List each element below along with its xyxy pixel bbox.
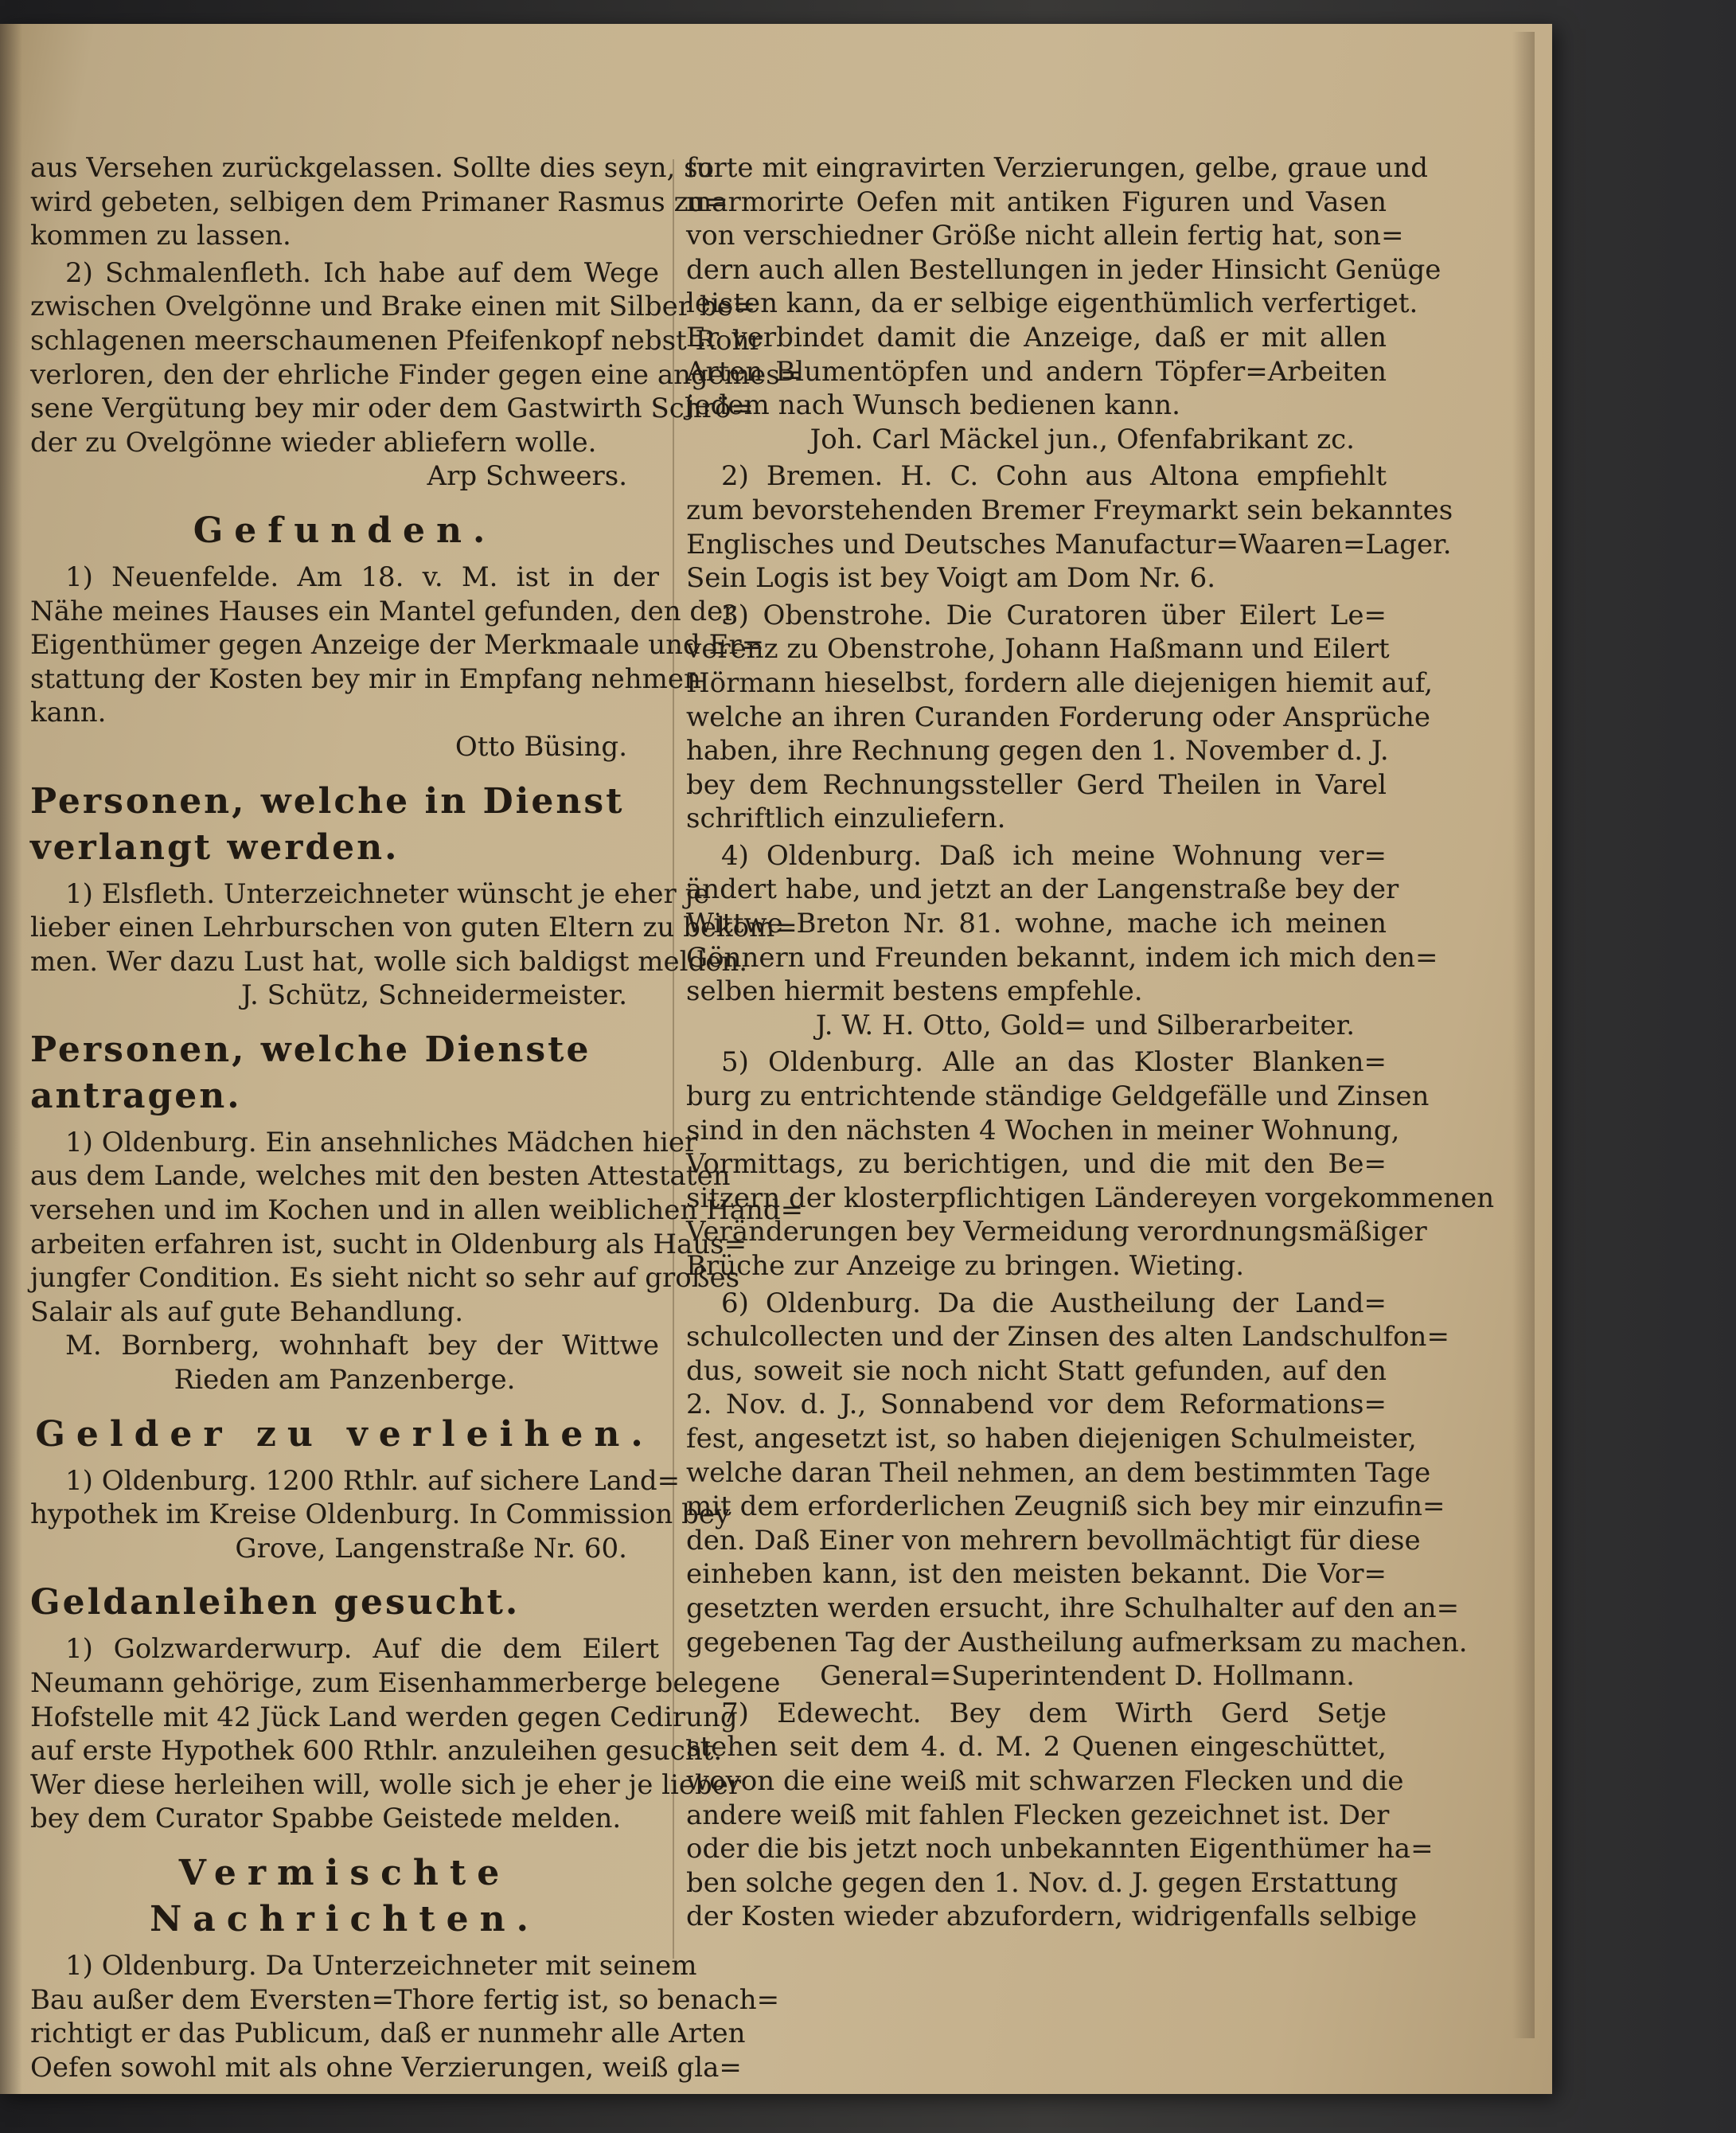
text-line: 1) Oldenburg. Ein ansehnliches Mädchen hier <box>65 1126 698 1158</box>
text-line: schlagenen meerschaumenen Pfeifenkopf nebst Rohr <box>30 324 763 357</box>
text-line: der zu Ovelgönne wieder abliefern wolle. <box>30 426 597 459</box>
notice-entry <box>686 1697 1434 1934</box>
notice-entry <box>686 459 1453 595</box>
section-heading: Gelder zu verleihen. <box>35 1413 654 1455</box>
section-heading: Personen, welche in Dienst verlangt werden. <box>30 780 625 868</box>
notice-entry <box>30 1464 731 1566</box>
text-line: fest, angesetzt ist, so haben diejenigen Schulmeister, <box>686 1422 1417 1455</box>
signature: Rieden am Panzenberge. <box>174 1364 516 1397</box>
notice-entry <box>686 839 1438 1043</box>
text-line: 1) Golzwarderwurp. Auf die dem Eilert <box>65 1633 659 1666</box>
text-line: lieber einen Lehrburschen von guten Eltern zu bekom= <box>30 912 798 944</box>
text-line: andere weiß mit fahlen Flecken gezeichnet ist. Der <box>686 1799 1390 1831</box>
text-line: 4) Oldenburg. Daß ich meine Wohnung ver= <box>721 839 1387 872</box>
text-line: hypothek im Kreise Oldenburg. In Commission bey <box>30 1498 731 1531</box>
text-line: Wittwe Breton Nr. 81. wohne, mache ich meinen <box>686 908 1387 940</box>
text-line: 2) Bremen. H. C. Cohn aus Altona empfiehlt <box>721 460 1387 493</box>
text-line: jungfer Condition. Es sieht nicht so sehr auf großes <box>30 1262 740 1295</box>
text-line: Hörmann hieselbst, fordern alle diejenigen hiemit auf, <box>686 666 1434 699</box>
signature: M. Bornberg, wohnhaft bey der Wittwe <box>65 1330 659 1362</box>
text-line: 1) Oldenburg. 1200 Rthlr. auf sichere Land= <box>65 1464 681 1497</box>
signature: J. W. H. Otto, Gold= und Silberarbeiter. <box>815 1009 1355 1041</box>
right-column <box>686 151 1495 1937</box>
page-spine-shadow <box>0 24 22 2094</box>
text-line: welche daran Theil nehmen, an dem bestimmten Tage <box>686 1456 1431 1489</box>
text-line: furte mit eingravirten Verzierungen, gelbe, graue und <box>686 152 1429 184</box>
text-line: sind in den nächsten 4 Wochen in meiner Wohnung, <box>686 1114 1400 1147</box>
text-line: marmorirte Oefen mit antiken Figuren und Vasen <box>686 186 1387 218</box>
text-line: jedem nach Wunsch bedienen kann. <box>686 389 1180 422</box>
text-line: 3) Obenstrohe. Die Curatoren über Eilert Le= <box>721 599 1387 631</box>
text-line: Vormittags, zu berichtigen, und die mit den Be= <box>686 1148 1387 1181</box>
text-line: 2. Nov. d. J., Sonnabend vor dem Reformations= <box>686 1389 1387 1421</box>
text-line: mit dem erforderlichen Zeugniß sich bey mir einzufin= <box>686 1490 1445 1523</box>
text-line: 5) Oldenburg. Alle an das Kloster Blanken= <box>721 1046 1387 1079</box>
text-line: aus dem Lande, welches mit den besten Attestaten <box>30 1160 731 1193</box>
text-line: richtigt er das Publicum, daß er nunmehr alle Arten <box>30 2018 746 2050</box>
signature: General=Superintendent D. Hollmann. <box>820 1660 1355 1693</box>
text-line: Neumann gehörige, zum Eisenhammerberge belegene <box>30 1667 781 1699</box>
text-line: leisten kann, da er selbige eigenthümlich verfertiget. <box>686 287 1418 320</box>
notice-entry <box>686 1045 1495 1283</box>
notice-entry <box>686 599 1434 836</box>
text-line: haben, ihre Rechnung gegen den 1. November d. J. <box>686 735 1389 768</box>
text-line: Englisches und Deutsches Manufactur=Waaren=Lager. <box>686 528 1452 561</box>
notice-entry <box>30 561 765 764</box>
text-line: welche an ihren Curanden Forderung oder Ansprüche <box>686 701 1430 733</box>
text-line: Er verbindet damit die Anzeige, daß er mit allen <box>686 321 1387 354</box>
text-line: dern auch allen Bestellungen in jeder Hinsicht Genüge <box>686 253 1441 286</box>
text-line: 1) Elsfleth. Unterzeichneter wünscht je eher je <box>65 877 710 910</box>
text-line: Bau außer dem Eversten=Thore fertig ist, so benach= <box>30 1983 780 2016</box>
text-line: 7) Edewecht. Bey dem Wirth Gerd Setje <box>721 1697 1387 1729</box>
text-line: stehen seit dem 4. d. M. 2 Quenen eingeschüttet, <box>686 1731 1387 1764</box>
text-line: schulcollecten und der Zinsen des alten Landschulfon= <box>686 1321 1449 1354</box>
text-line: aus Versehen zurückgelassen. Sollte dies seyn, so <box>30 152 715 184</box>
text-line: Veränderungen bey Vermeidung verordnungsmäßiger <box>686 1216 1427 1248</box>
text-line: verenz zu Obenstrohe, Johann Haßmann und Eilert <box>686 633 1390 666</box>
text-line: Gönnern und Freunden bekannt, indem ich mich den= <box>686 941 1438 974</box>
section-heading: Geldanleihen gesucht. <box>30 1582 521 1623</box>
text-line: dus, soweit sie noch nicht Statt gefunden, auf den <box>686 1354 1387 1387</box>
notice-entry <box>30 877 798 1013</box>
notice-entry <box>30 151 728 253</box>
notice-entry <box>30 1632 781 1836</box>
text-line: 2) Schmalenfleth. Ich habe auf dem Wege <box>65 256 659 289</box>
text-line: Brüche zur Anzeige zu bringen. Wieting. <box>686 1250 1245 1282</box>
text-line: 1) Oldenburg. Da Unterzeichneter mit seinem <box>65 1949 697 1982</box>
text-line: bey dem Rechnungssteller Gerd Theilen in Varel <box>686 768 1387 801</box>
text-line: 1) Neuenfelde. Am 18. v. M. ist in der <box>65 561 659 593</box>
text-line: zum bevorstehenden Bremer Freymarkt sein bekanntes <box>686 494 1453 526</box>
notice-entry <box>686 1287 1468 1694</box>
text-line: ändert habe, und jetzt an der Langenstraße bey der <box>686 873 1399 906</box>
text-line: sene Vergütung bey mir oder dem Gastwirth Schrö= <box>30 393 754 425</box>
notice-entry <box>30 1949 780 2084</box>
text-line: versehen und im Kochen und in allen weiblichen Hand= <box>30 1194 804 1227</box>
text-line: Eigenthümer gegen Anzeige der Merkmaale und Er= <box>30 629 765 662</box>
text-line: stattung der Kosten bey mir in Empfang nehmen <box>30 662 701 695</box>
notice-entry <box>30 256 803 494</box>
text-line: 6) Oldenburg. Da die Austheilung der Land= <box>721 1287 1387 1319</box>
left-column <box>30 151 804 2088</box>
text-line: wovon die eine weiß mit schwarzen Flecken und die <box>686 1764 1404 1797</box>
text-line: einheben kann, ist den meisten bekannt. Die Vor= <box>686 1558 1387 1591</box>
text-line: zwischen Ovelgönne und Brake einen mit Silber be= <box>30 291 756 323</box>
signature: J. Schütz, Schneidermeister. <box>241 979 627 1012</box>
text-line: verloren, den der ehrliche Finder gegen eine angemes= <box>30 358 803 391</box>
text-line: der Kosten wieder abzufordern, widrigenfalls selbige <box>686 1901 1418 1933</box>
text-line: schriftlich einzuliefern. <box>686 803 1006 835</box>
text-line: gegebenen Tag der Austheilung aufmerksam zu machen. <box>686 1626 1468 1658</box>
section-heading: Personen, welche Dienste antragen. <box>30 1029 591 1116</box>
text-line: auf erste Hypothek 600 Rthlr. anzuleihen gesucht. <box>30 1735 723 1768</box>
text-line: men. Wer dazu Lust hat, wolle sich baldigst melden. <box>30 945 748 978</box>
text-line: selben hiermit bestens empfehle. <box>686 975 1143 1008</box>
signature: Otto Büsing. <box>454 730 627 763</box>
text-line: Nähe meines Hauses ein Mantel gefunden, den der <box>30 595 736 627</box>
page-edge-shadow <box>1512 32 1535 2038</box>
text-line: Oefen sowohl mit als ohne Verzierungen, weiß gla= <box>30 2051 742 2084</box>
text-line: oder die bis jetzt noch unbekannten Eigenthümer ha= <box>686 1833 1434 1865</box>
notice-entry <box>686 151 1441 456</box>
text-line: Sein Logis ist bey Voigt am Dom Nr. 6. <box>686 562 1216 595</box>
text-line: ben solche gegen den 1. Nov. d. J. gegen Erstattung <box>686 1866 1399 1899</box>
text-line: burg zu entrichtende ständige Geldgefälle und Zinsen <box>686 1080 1430 1113</box>
text-line: kann. <box>30 697 107 729</box>
section-heading: Gefunden. <box>193 510 497 551</box>
text-line: gesetzten werden ersucht, ihre Schulhalter auf den an= <box>686 1592 1460 1624</box>
signature: Arp Schweers. <box>427 460 627 493</box>
notice-entry <box>30 1126 804 1397</box>
text-line: sitzern der klosterpflichtigen Ländereyen vorgekommenen <box>686 1182 1495 1214</box>
text-line: Arten Blumentöpfen und andern Töpfer=Arbeiten <box>686 355 1387 388</box>
text-line: bey dem Curator Spabbe Geistede melden. <box>30 1803 622 1835</box>
text-line: Wer diese herleihen will, wolle sich je eher je lieber <box>30 1768 742 1801</box>
text-line: kommen zu lassen. <box>30 220 291 252</box>
signature: Grove, Langenstraße Nr. 60. <box>235 1532 627 1565</box>
text-line: von verschiedner Größe nicht allein fertig hat, son= <box>686 220 1404 252</box>
text-line: den. Daß Einer von mehrern bevollmächtigt für diese <box>686 1524 1421 1557</box>
signature: Joh. Carl Mäckel jun., Ofenfabrikant zc. <box>809 423 1355 455</box>
text-line: Salair als auf gute Behandlung. <box>30 1295 464 1328</box>
text-line: Hofstelle mit 42 Jück Land werden gegen Cedirung <box>30 1701 738 1733</box>
section-heading: Vermischte Nachrichten. <box>150 1852 540 1940</box>
text-line: wird gebeten, selbigen dem Primaner Rasmus zu= <box>30 186 728 218</box>
text-line: arbeiten erfahren ist, sucht in Oldenburg als Haus= <box>30 1228 747 1260</box>
